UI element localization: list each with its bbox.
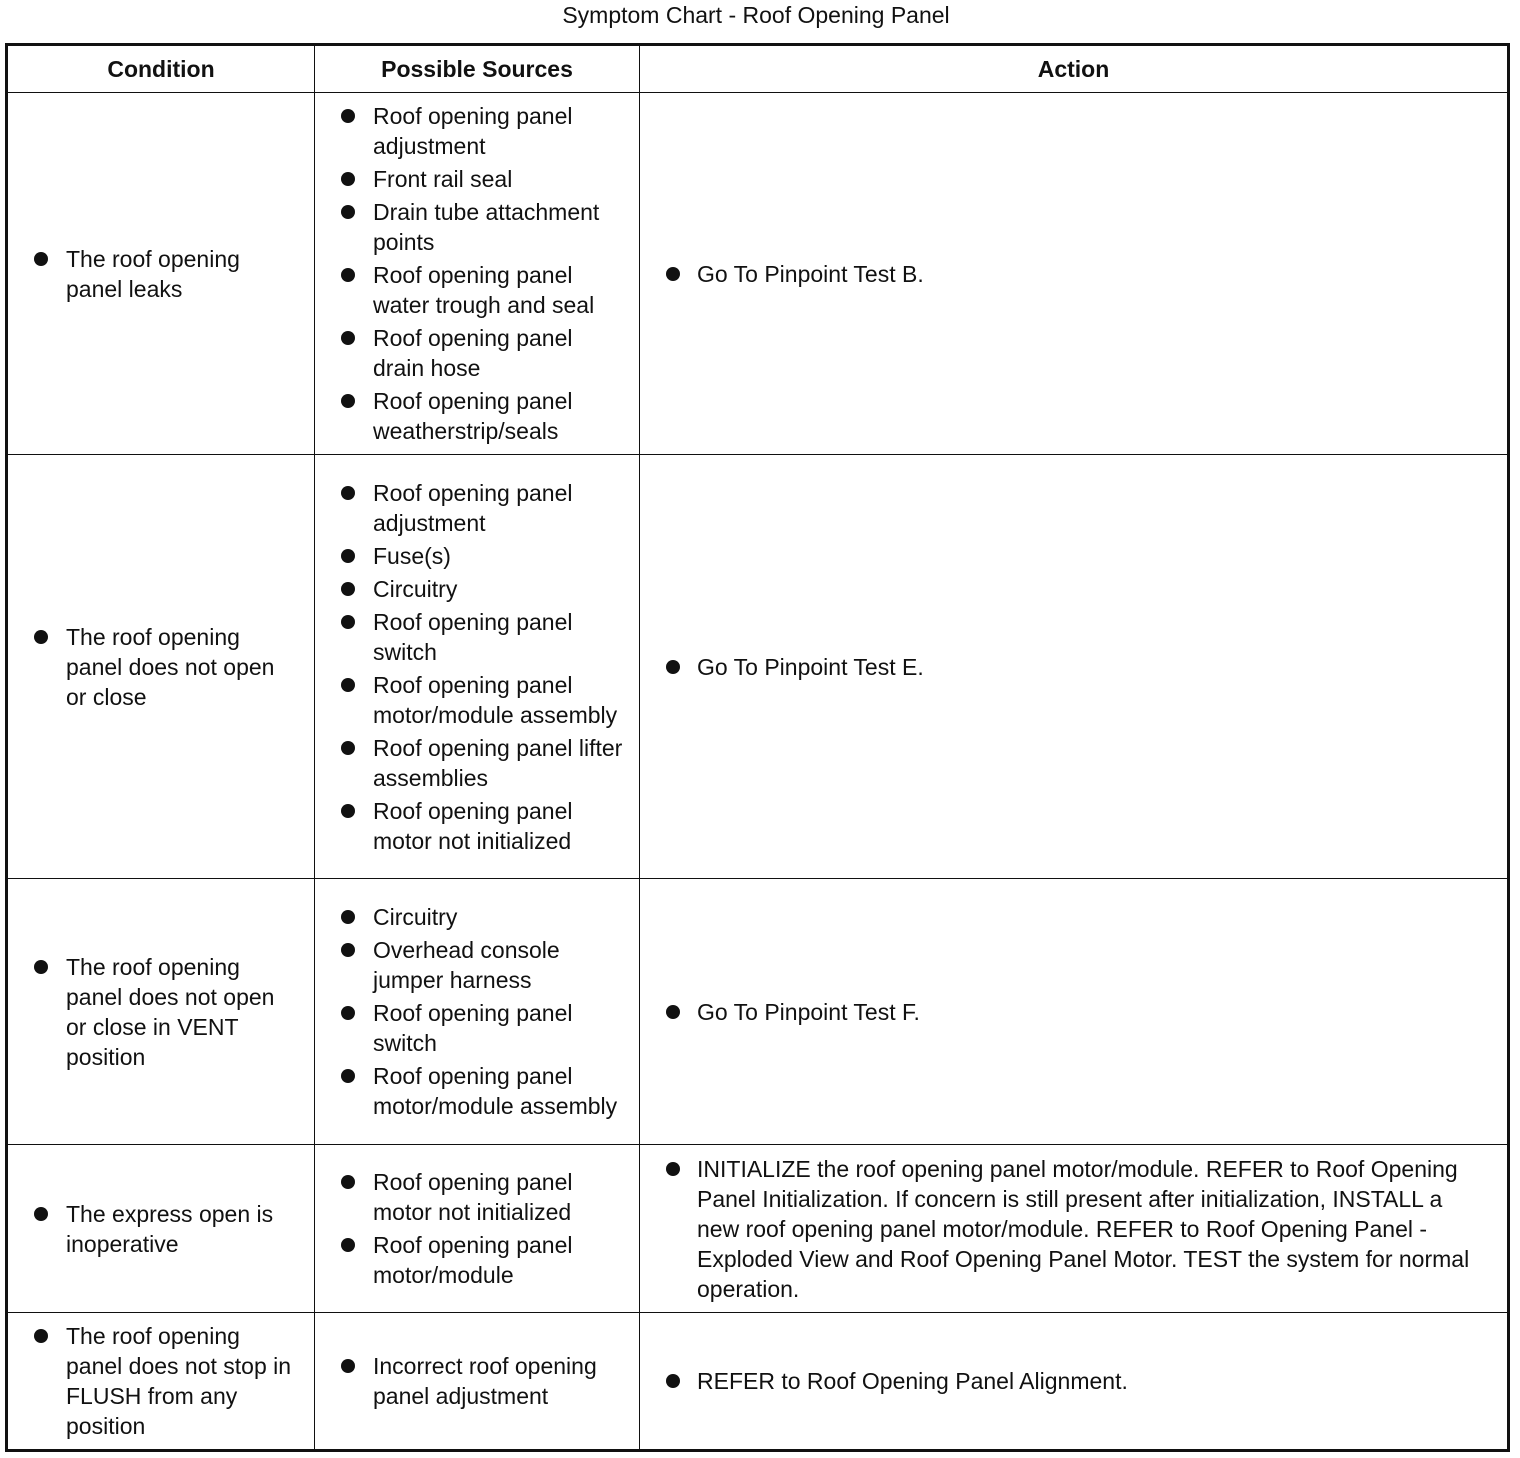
bullet-icon xyxy=(341,943,355,957)
bullet-icon xyxy=(34,252,48,266)
condition-text: The roof opening panel does not stop in FLUSH from any position xyxy=(66,1323,292,1439)
action-cell xyxy=(640,1145,1509,1313)
condition-cell xyxy=(7,93,315,455)
header-possible-sources: Possible Sources xyxy=(315,45,640,93)
action-text: Go To Pinpoint Test B. xyxy=(697,260,924,287)
bullet-icon xyxy=(341,582,355,596)
source-item: Roof opening panel motor/module xyxy=(373,1232,573,1288)
action-cell xyxy=(640,93,1509,455)
bullet-icon xyxy=(341,331,355,345)
bullet-icon xyxy=(666,267,680,281)
header-row xyxy=(7,45,1509,93)
bullet-icon xyxy=(666,1005,680,1019)
source-item: Roof opening panel drain hose xyxy=(373,325,573,381)
bullet-icon xyxy=(341,172,355,186)
table-row xyxy=(7,93,1509,455)
source-item: Fuse(s) xyxy=(373,542,451,569)
bullet-icon xyxy=(341,486,355,500)
source-item: Circuitry xyxy=(373,575,458,602)
condition-text: The express open is inoperative xyxy=(66,1200,274,1257)
bullet-icon xyxy=(34,1207,48,1221)
bullet-icon xyxy=(34,630,48,644)
source-item: Roof opening panel motor not initialized xyxy=(373,1169,573,1225)
sources-cell xyxy=(315,93,640,455)
condition-text: The roof opening panel leaks xyxy=(66,245,240,302)
bullet-icon xyxy=(34,960,48,974)
action-text: Go To Pinpoint Test F. xyxy=(697,998,920,1025)
bullet-icon xyxy=(341,678,355,692)
symptom-chart-table xyxy=(5,43,1510,1452)
condition-text: The roof opening panel does not open or close xyxy=(66,623,275,710)
condition-text: The roof opening panel does not open or close in VENT position xyxy=(66,953,275,1070)
bullet-icon xyxy=(341,394,355,408)
source-item: Roof opening panel switch xyxy=(373,1000,573,1056)
source-item: Roof opening panel motor/module assembly xyxy=(373,671,618,728)
source-item: Circuitry xyxy=(373,904,458,930)
bullet-icon xyxy=(666,660,680,674)
source-item: Overhead console jumper harness xyxy=(373,937,560,993)
sources-cell xyxy=(315,1145,640,1313)
source-item: Roof opening panel weatherstrip/seals xyxy=(373,388,573,444)
bullet-icon xyxy=(341,804,355,818)
condition-cell xyxy=(7,1145,315,1313)
action-text: REFER to Roof Opening Panel Alignment. xyxy=(697,1368,1128,1394)
table-row xyxy=(7,879,1509,1145)
sources-cell xyxy=(315,455,640,879)
sources-cell xyxy=(315,879,640,1145)
action-cell xyxy=(640,879,1509,1145)
condition-cell xyxy=(7,455,315,879)
source-item: Roof opening panel switch xyxy=(373,608,573,665)
action-text: INITIALIZE the roof opening panel motor/module. REFER to Roof Opening Panel Initialization. If concern is still present after initialization, INSTALL a new roof opening panel motor/module. REFER to Roof Opening Panel - Exploded View and Roof Opening Panel Motor. TEST the system for normal operation. xyxy=(697,1155,1470,1302)
source-item: Incorrect roof opening panel adjustment xyxy=(373,1353,597,1409)
source-item: Roof opening panel water trough and seal xyxy=(373,262,595,318)
header-condition: Condition xyxy=(7,45,315,93)
bullet-icon xyxy=(341,1006,355,1020)
bullet-icon xyxy=(34,1329,48,1343)
action-text: Go To Pinpoint Test E. xyxy=(697,653,924,680)
bullet-icon xyxy=(341,268,355,282)
source-item: Roof opening panel adjustment xyxy=(373,103,573,159)
table-row xyxy=(7,1145,1509,1313)
table-row xyxy=(7,1313,1509,1451)
bullet-icon xyxy=(341,1175,355,1189)
header-action: Action xyxy=(640,45,1509,93)
source-item: Drain tube attachment points xyxy=(373,199,600,255)
bullet-icon xyxy=(341,741,355,755)
table-row xyxy=(7,455,1509,879)
source-item: Roof opening panel adjustment xyxy=(373,479,573,536)
action-cell xyxy=(640,1313,1509,1451)
bullet-icon xyxy=(666,1162,680,1176)
sources-cell xyxy=(315,1313,640,1451)
condition-cell xyxy=(7,1313,315,1451)
bullet-icon xyxy=(341,1359,355,1373)
condition-cell xyxy=(7,879,315,1145)
bullet-icon xyxy=(341,1069,355,1083)
bullet-icon xyxy=(341,109,355,123)
action-cell xyxy=(640,455,1509,879)
bullet-icon xyxy=(341,1238,355,1252)
bullet-icon xyxy=(666,1374,680,1388)
source-item: Roof opening panel motor/module assembly xyxy=(373,1063,618,1119)
bullet-icon xyxy=(341,549,355,563)
source-item: Roof opening panel lifter assemblies xyxy=(373,734,623,791)
chart-title: Symptom Chart - Roof Opening Panel xyxy=(562,2,950,28)
bullet-icon xyxy=(341,205,355,219)
source-item: Front rail seal xyxy=(373,166,513,192)
bullet-icon xyxy=(341,910,355,924)
source-item: Roof opening panel motor not initialized xyxy=(373,797,573,854)
bullet-icon xyxy=(341,615,355,629)
